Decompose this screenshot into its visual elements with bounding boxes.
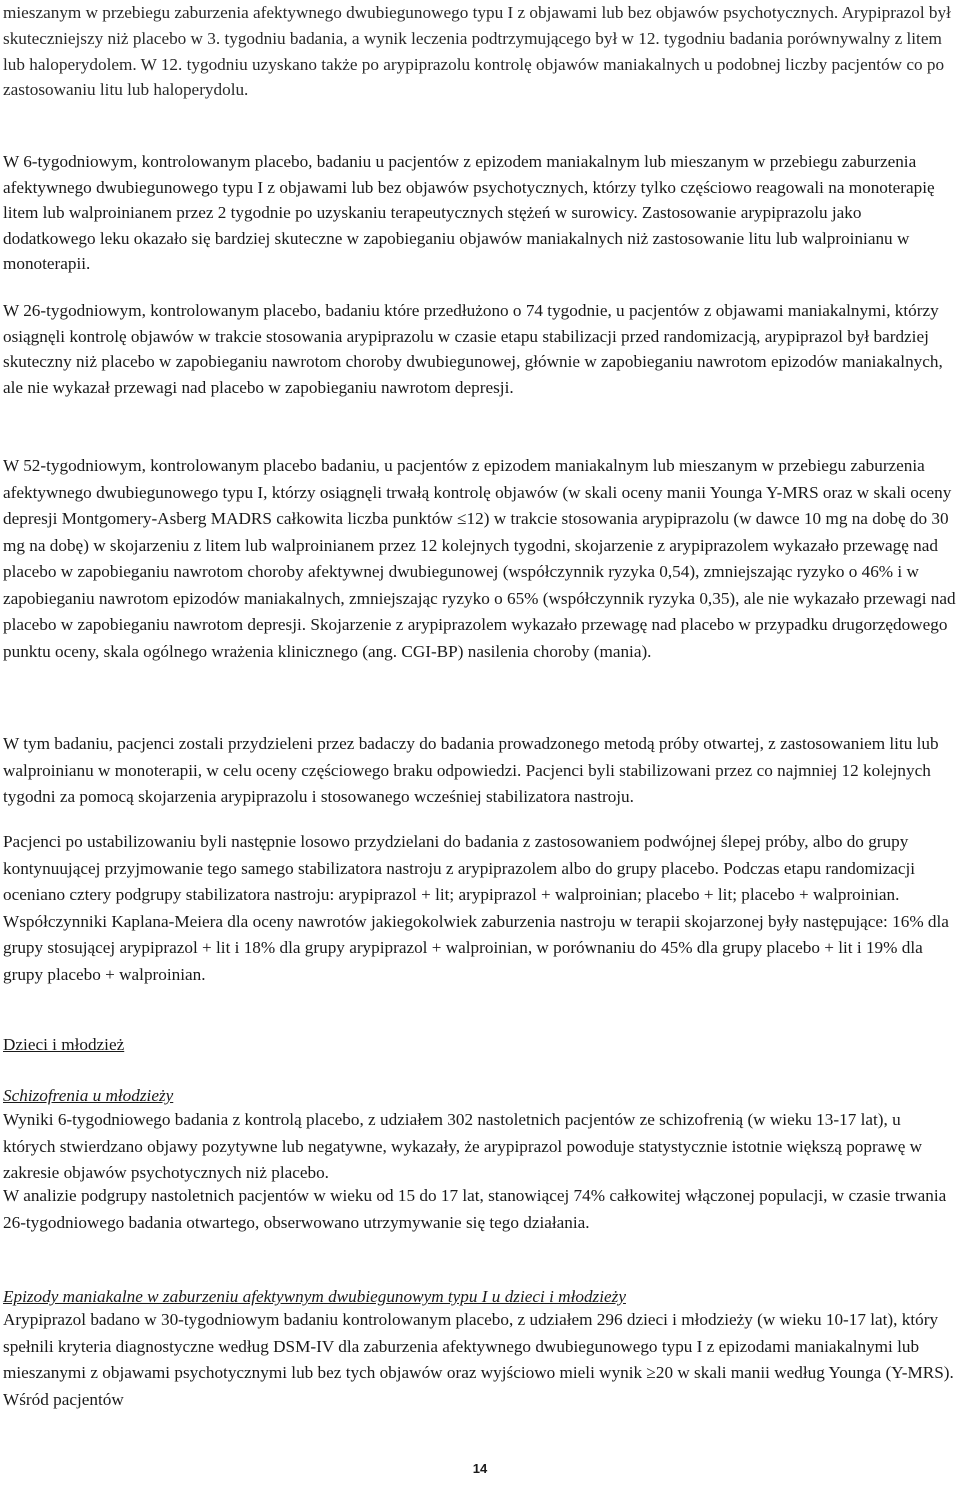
paragraph-randomization: Pacjenci po ustabilizowaniu byli następnie losowo przydzielani do badania z zastosowaniem podwójnej ślepej próby, albo do grupy kontynuującej przyjmowanie tego samego stabilizatora nastroju z arypiprazolem albo do grupy placebo. Podczas etapu randomizacji oceniano cztery podgrupy stabilizatora nastroju: arypiprazol + lit; arypiprazol + walproinian; placebo + lit; placebo + walproinian. Współczynniki Kaplana-Meiera dla oceny nawrotów jakiegokolwiek zaburzenia nastroju w terapii skojarzonej były następujące: 16% dla grupy stosującej arypiprazol + lit i 18% dla grupy arypiprazol + walproinian, w porównaniu do 45% dla grupy placebo + lit i 19% dla grupy placebo + walproinian.	[3, 832, 949, 984]
paragraph-open-label-phase: W tym badaniu, pacjenci zostali przydzieleni przez badaczy do badania prowadzonego metodą próby otwartej, z zastosowaniem litu lub walproinianu w monoterapii, w celu oceny częściowego braku odpowiedzi. Pacjenci byli stabilizowani przez co najmniej 12 kolejnych tygodni za pomocą skojarzenia arypiprazolu i stosowanego wcześniej stabilizatora nastroju.	[3, 734, 939, 806]
paragraph-adolescent-schizophrenia: Wyniki 6-tygodniowego badania z kontrolą placebo, z udziałem 302 nastoletnich pacjentów ze schizofrenią (w wieku 13-17 lat), u których stwierdzano objawy pozytywne lub negatywne, wykazały, że arypiprazol powoduje statystycznie istotnie większą poprawę w zakresie objawów psychotycznych niż placebo.	[3, 1110, 923, 1182]
page-number: 14	[472, 1461, 488, 1476]
subheading-schizophrenia: Schizofrenia u młodzieży	[3, 1086, 174, 1105]
paragraph-6-week-study: W 6-tygodniowym, kontrolowanym placebo, badaniu u pacjentów z epizodem maniakalnym lub mieszanym w przebiegu zaburzenia afektywnego dwubiegunowego typu I z objawami lub bez objawów psychotycznych, którzy tylko częściowo reagowali na monoterapię litem lub walproinianem przez 2 tygodnie po uzyskaniu terapeutycznych stężeń w surowicy. Zastosowanie arypiprazolu jako dodatkowego leku okazało się bardziej skuteczne w zapobieganiu objawów maniakalnych niż zastosowanie litu lub walproinianu w monoterapii.	[3, 152, 935, 273]
paragraph-subgroup-analysis: W analizie podgrupy nastoletnich pacjentów w wieku od 15 do 17 lat, stanowiącej 74% całkowitej włączonej populacji, w czasie trwania 26-tygodniowego badania otwartego, obserwowano utrzymywanie się tego działania.	[3, 1186, 947, 1232]
paragraph-bipolar-pediatric-study: Arypiprazol badano w 30-tygodniowym badaniu kontrolowanym placebo, z udziałem 296 dzieci i młodzieży (w wieku 10-17 lat), który spełnili kryteria diagnostyczne według DSM-IV dla zaburzenia afektywnego dwubiegunowego typu I z epizodami maniakalnymi lub mieszanymi z objawami psychotycznymi lub bez tych objawów oraz wyjściowo mieli wynik ≥20 w skali manii według Younga (Y-MRS). Wśród pacjentów	[3, 1310, 954, 1409]
paragraph-26-week-study: W 26-tygodniowym, kontrolowanym placebo, badaniu które przedłużono o 74 tygodnie, u pacjentów z objawami maniakalnymi, którzy osiągnęli kontrolę objawów w trakcie stosowania arypiprazolu w czasie etapu stabilizacji przed randomizacją, arypiprazol był bardziej skuteczny niż placebo w zapobieganiu nawrotom choroby dwubiegunowej, głównie w zapobieganiu nawrotom epizodów maniakalnych, ale nie wykazał przewagi nad placebo w zapobieganiu nawrotom depresji.	[3, 301, 943, 397]
subheading-bipolar-children: Epizody maniakalne w zaburzeniu afektywnym dwubiegunowym typu I u dzieci i młodzieży	[3, 1287, 626, 1306]
paragraph-52-week-study: W 52-tygodniowym, kontrolowanym placebo badaniu, u pacjentów z epizodem maniakalnym lub mieszanym w przebiegu zaburzenia afektywnego dwubiegunowego typu I, którzy osiągnęli trwałą kontrolę objawów (w skali oceny manii Younga Y-MRS oraz w skali oceny depresji Montgomery-Asberg MADRS całkowita liczba punktów ≤12) w trakcie stosowania arypiprazolu (w dawce 10 mg na dobę do 30 mg na dobę) w skojarzeniu z litem lub walproinianem przez 12 kolejnych tygodni, skojarzenie z arypiprazolem wykazało przewagę nad placebo w zapobieganiu nawrotom choroby afektywnej dwubiegunowej (współczynnik ryzyka 0,54), zmniejszając ryzyko o 46% i w zapobieganiu nawrotom epizodów maniakalnych, zmniejszając ryzyko o 65% (współczynnik ryzyka 0,35), ale nie wykazało przewagi nad placebo w zapobieganiu nawrotom depresji. Skojarzenie z arypiprazolem wykazało przewagę nad placebo w przypadku drugorzędowego punktu oceny, skala ogólnego wrażenia klinicznego (ang. CGI-BP) nasilenia choroby (mania).	[3, 456, 956, 661]
paragraph-mania-comparison: mieszanym w przebiegu zaburzenia afektywnego dwubiegunowego typu I z objawami lub bez objawów psychotycznych. Arypiprazol był skuteczniejszy niż placebo w 3. tygodniu badania, a wynik leczenia podtrzymującego był w 12. tygodniu badania porównywalny z litem lub haloperydolem. W 12. tygodniu uzyskano także po arypiprazolu kontrolę objawów maniakalnych u podobnej liczby pacjentów co po zastosowaniu litu lub haloperydolu.	[3, 3, 951, 100]
section-heading-children: Dzieci i młodzież	[3, 1035, 125, 1054]
